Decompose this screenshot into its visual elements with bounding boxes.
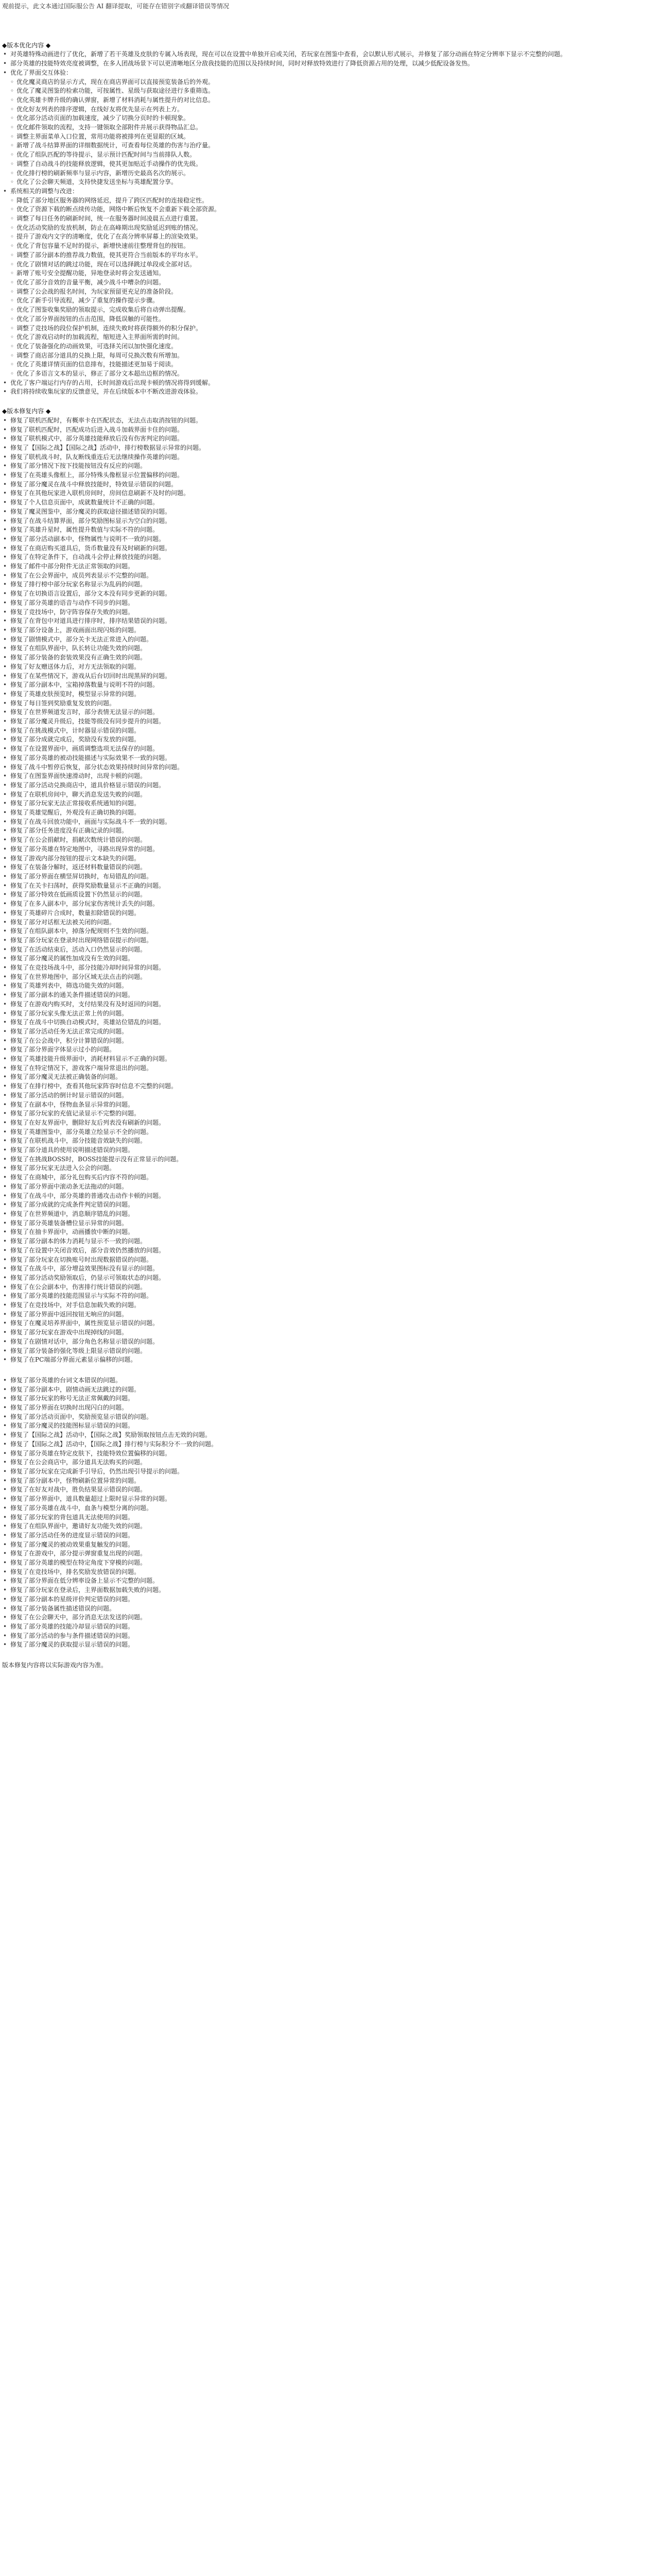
- system-optimization-item: ◦ 优化了游戏启动时的加载流程，缩短进入主界面所需的时间。: [2, 333, 649, 342]
- fix-item: • 修复了排行榜中部分玩家名称显示为乱码的问题。: [2, 580, 649, 589]
- spacer: [2, 1365, 649, 1376]
- fix-item: • 修复了在战斗中，部分增益效果图标没有显示的问题。: [2, 1264, 649, 1274]
- fix-item: • 修复了部分成就的完成条件判定错误的问题。: [2, 1200, 649, 1210]
- spacer: [2, 1650, 649, 1661]
- fix-section-title: ◆版本修复内容 ◆: [2, 408, 51, 415]
- system-optimization-item: ◦ 优化了图鉴收集奖励的领取提示，完成收集后将自动弹出提醒。: [2, 306, 649, 315]
- fix-item: • 修复了部分英雄的台词文本错误的问题。: [2, 1376, 649, 1385]
- fix-item: • 修复了战斗中暂停后恢复，部分状态效果持续时间异常的问题。: [2, 763, 649, 772]
- fix-item: • 修复了邮件中部分附件无法正常领取的问题。: [2, 562, 649, 571]
- fix-item: • 修复了部分活动页面中，奖励预览显示错误的问题。: [2, 1413, 649, 1422]
- fix-item: • 修复了在组队界面中，队长转让功能失效的问题。: [2, 644, 649, 653]
- fix-item: • 修复了部分任务进度没有正确记录的问题。: [2, 826, 649, 836]
- fix-item: • 修复了在竞技场战斗中，部分技能冷却时间异常的问题。: [2, 963, 649, 973]
- fix-item: • 修复了部分活动的倒计时显示错误的问题。: [2, 1091, 649, 1100]
- system-optimization-item: ◦ 优化了部分音效的音量平衡，减少战斗中嘈杂的问题。: [2, 278, 649, 287]
- fix-item: • 修复了【国际之战】【国际之战】活动中，排行榜数据显示异常的问题。: [2, 444, 649, 453]
- fix-item: • 修复了剧情模式中，部分关卡无法正常进入的问题。: [2, 635, 649, 645]
- fix-item: • 修复了在PC端部分界面元素显示偏移的问题。: [2, 1355, 649, 1365]
- fix-item: • 修复了魔灵图鉴中，部分魔灵的获取途径描述错误的问题。: [2, 507, 649, 517]
- system-optimization-item: ◦ 调整了部分副本的推荐战力数值，使其更符合当前版本的平均水平。: [2, 251, 649, 260]
- system-optimization-item: ◦ 优化了英雄详情页面的信息排布，技能描述更加易于阅读。: [2, 360, 649, 369]
- optimization-section-title: ◆版本优化内容 ◆: [2, 41, 51, 49]
- fix-item: • 修复了部分副本的星级评价判定错误的问题。: [2, 1595, 649, 1604]
- system-optimization-item: ◦ 优化了装备强化的动画效果，可选择关闭以加快强化速度。: [2, 342, 649, 351]
- fix-item: • 修复了英雄升星时，属性提升数值与实际不符的问题。: [2, 526, 649, 535]
- fix-item: • 修复了部分玩家的背包道具无法使用的问题。: [2, 1513, 649, 1522]
- fix-item: • 修复了在商店购买道具后，货币数量没有及时刷新的问题。: [2, 544, 649, 553]
- fix-item: • 修复了部分界面在切换时出现闪白的问题。: [2, 1403, 649, 1413]
- fix-item: • 修复了英雄图鉴中，部分英雄立绘显示不全的问题。: [2, 1128, 649, 1137]
- fix-item: • 修复了在游戏内购买时，支付结果没有及时返回的问题。: [2, 1000, 649, 1009]
- fix-item: • 修复了联机战斗时，队友断线重连后无法继续操作英雄的问题。: [2, 453, 649, 462]
- fix-item: • 修复了部分玩家在完成新手引导后，仍然出现引导提示的问题。: [2, 1467, 649, 1477]
- ui-optimization-item: ◦ 优化排行榜的刷新频率与显示内容，新增历史最高名次的展示。: [2, 169, 649, 178]
- fix-item: • 修复了部分成就完成后，奖励没有发放的问题。: [2, 735, 649, 744]
- fix-item: • 修复了在魔灵培养界面中，属性预览显示错误的问题。: [2, 1319, 649, 1328]
- system-optimization-item: ◦ 优化了新手引导流程，减少了重复的操作提示步骤。: [2, 296, 649, 306]
- fix-item: • 修复了部分英雄装备槽位显示异常的问题。: [2, 1219, 649, 1228]
- system-optimization-item: ◦ 优化了资源下载的断点续传功能，网络中断后恢复不会重新下载全部资源。: [2, 205, 649, 214]
- ui-optimization-item: ◦ 优化好友列表的排序逻辑，在线好友将优先显示在列表上方。: [2, 105, 649, 114]
- fix-item: • 修复了部分玩家无法进入公会的问题。: [2, 1164, 649, 1173]
- fix-item: • 修复了在公会界面中，成员列表显示不完整的问题。: [2, 571, 649, 581]
- fix-item: • 修复了在竞技场中，对手信息加载失败的问题。: [2, 1301, 649, 1310]
- fix-item: • 修复了在联机战斗中，部分技能音效缺失的问题。: [2, 1137, 649, 1146]
- system-optimization-item: ◦ 调整了商店部分道具的兑换上限，每周可兑换次数有所增加。: [2, 351, 649, 361]
- footer-note: 版本修复内容将以实际游戏内容为准。: [2, 1662, 108, 1669]
- spacer: [2, 397, 649, 407]
- fix-item: • 修复了在公会商店中，部分道具无法购买的问题。: [2, 1458, 649, 1467]
- optimization-intro-continued: • 部分英雄的技能特效亮度被调整，在多人团战场景下可以更清晰地区分敌我技能的范围以及持续时间，同时对释放特效进行了降低资源占用的处理，以减少低配设备发热。: [2, 59, 649, 69]
- fix-item: • 修复了在排行榜中，查看其他玩家阵容时信息不完整的问题。: [2, 1082, 649, 1091]
- fix-item: • 修复了部分魔灵的技能图标显示错误的问题。: [2, 1421, 649, 1431]
- ui-optimization-item: ◦ 调整了自动战斗的技能释放逻辑，使其更加贴近手动操作的优先级。: [2, 160, 649, 169]
- fix-item: • 修复了部分情况下按下技能按钮没有反应的问题。: [2, 462, 649, 471]
- fix-item: • 修复了部分设备上，游戏画面出现闪烁的问题。: [2, 626, 649, 635]
- ui-optimization-item: ◦ 优化英雄卡牌升级的确认弹窗，新增了材料消耗与属性提升的对比信息。: [2, 96, 649, 105]
- fix-item: • 修复了在世界频道发言时，部分表情无法显示的问题。: [2, 708, 649, 717]
- fix-item: • 修复了部分活动副本中，怪物属性与说明不一致的问题。: [2, 535, 649, 544]
- fix-item: • 修复了在战斗回放功能中，画面与实际战斗不一致的问题。: [2, 818, 649, 827]
- ui-optimization-item: ◦ 调整主界面菜单入口位置，常用功能将被排列在更显眼的区域。: [2, 132, 649, 142]
- fix-item: • 修复了在公会战中，积分计算错误的问题。: [2, 1037, 649, 1046]
- fix-item: • 修复了部分玩家无法正常接收系统通知的问题。: [2, 799, 649, 808]
- fix-item: • 修复了在多人副本中，部分玩家伤害统计丢失的问题。: [2, 900, 649, 909]
- fix-item: • 修复了英雄觉醒后，外观没有正确切换的问题。: [2, 808, 649, 818]
- fix-item: • 修复了英雄皮肤预览时，模型显示异常的问题。: [2, 690, 649, 699]
- ui-optimization-item: ◦ 优化邮件领取的流程，支持一键领取全部附件并展示获得物品汇总。: [2, 123, 649, 132]
- fix-item: • 修复了在特定情况下，游戏客户端异常退出的问题。: [2, 1064, 649, 1073]
- fix-item: • 修复了部分界面字体显示过小的问题。: [2, 1045, 649, 1055]
- fix-item: • 修复了游戏内部分按钮的提示文本缺失的问题。: [2, 854, 649, 863]
- fix-item: • 修复了在战斗中切换自动模式时，英雄站位错乱的问题。: [2, 1018, 649, 1027]
- fix-item: • 修复了【国际之战】活动中，【国际之战】排行榜与实际积分不一致的问题。: [2, 1440, 649, 1449]
- fix-item: • 修复了部分装备的套装效果没有正确生效的问题。: [2, 653, 649, 663]
- fix-item: • 修复了部分玩家的充值记录显示不完整的问题。: [2, 1109, 649, 1118]
- fix-item: • 修复了部分界面在横竖屏切换时，布局错乱的问题。: [2, 872, 649, 882]
- system-optimization-item: ◦ 优化了多语言文本的显示，修正了部分文本超出边框的情况。: [2, 369, 649, 379]
- ui-optimization-item: ◦ 优化了组队匹配的等待提示，显示预计匹配时间与当前排队人数。: [2, 150, 649, 160]
- fix-item: • 修复了在游戏中，部分提示弹窗重复出现的问题。: [2, 1549, 649, 1558]
- fix-item: • 修复了部分活动兑换商店中，道具价格显示错误的问题。: [2, 781, 649, 790]
- fix-item: • 修复了好友赠送体力后，对方无法领取的问题。: [2, 663, 649, 672]
- fix-item: • 修复了在装备分解时，返还材料数量错误的问题。: [2, 863, 649, 872]
- fix-item: • 修复了部分玩家在登录时出现网络错误提示的问题。: [2, 936, 649, 945]
- fix-item: • 修复了部分英雄在特定皮肤下，技能特效位置偏移的问题。: [2, 1449, 649, 1459]
- fix-list-secondary: [2, 1376, 649, 1650]
- fix-item: • 修复了在活动结束后，活动入口仍然显示的问题。: [2, 945, 649, 955]
- fix-item: • 修复了部分英雄在特定地图中，寻路出现异常的问题。: [2, 845, 649, 854]
- fix-item: • 修复了部分玩家在切换账号时出现数据错误的问题。: [2, 1256, 649, 1265]
- ui-optimization-item: ◦ 优化了魔灵图鉴的检索功能，可按属性、星级与获取途径进行多重筛选。: [2, 87, 649, 96]
- fix-item: • 修复了部分英雄的语音与动作不同步的问题。: [2, 599, 649, 608]
- fix-item: • 修复了部分英雄的被动技能描述与实际效果不一致的问题。: [2, 754, 649, 763]
- fix-item: • 修复了部分魔灵的属性加成没有生效的问题。: [2, 954, 649, 963]
- fix-item: • 修复了部分界面在低分辨率设备上显示不完整的问题。: [2, 1577, 649, 1586]
- fix-item: • 修复了部分英雄的模型在特定角度下穿模的问题。: [2, 1558, 649, 1568]
- system-optimization-item: ◦ 优化了部分界面按钮的点击范围，降低误触的可能性。: [2, 315, 649, 324]
- fix-item: • 修复了在组队界面中，邀请好友功能失效的问题。: [2, 1522, 649, 1531]
- fix-item: • 修复了在切换语言设置后，部分文本没有同步更新的问题。: [2, 589, 649, 599]
- fix-item: • 修复了在副本中，怪物血条显示异常的问题。: [2, 1100, 649, 1110]
- fix-item: • 修复了联机模式中，部分英雄技能释放后没有伤害判定的问题。: [2, 434, 649, 444]
- fix-item: • 修复了在世界地图中，部分区域无法点击的问题。: [2, 973, 649, 982]
- fix-item: • 修复了在挑战模式中，计时器显示错误的问题。: [2, 726, 649, 736]
- fix-item: • 修复了【国际之战】活动中，【国际之战】奖励领取按钮点击无效的问题。: [2, 1431, 649, 1440]
- fix-item: • 修复了在公会副本中，伤害排行统计错误的问题。: [2, 1283, 649, 1292]
- fix-item: • 修复了部分装备属性描述错误的问题。: [2, 1604, 649, 1614]
- fix-item: • 修复了联机匹配时，匹配成功后进入战斗加载界面卡住的问题。: [2, 426, 649, 435]
- fix-item: • 修复了在某些情况下，游戏从后台切回时出现黑屏的问题。: [2, 672, 649, 681]
- fix-item: • 修复了部分道具的使用说明描述错误的问题。: [2, 1146, 649, 1155]
- fix-item: • 修复了部分玩家的称号无法正常佩戴的问题。: [2, 1394, 649, 1403]
- fix-item: • 修复了在好友界面中，删除好友后列表没有刷新的问题。: [2, 1118, 649, 1128]
- fix-item: • 修复了部分特效在低画质设置下仍然显示的问题。: [2, 890, 649, 900]
- fix-item: • 修复了在联机房间中，聊天消息发送失败的问题。: [2, 790, 649, 800]
- fix-item: • 修复了在竞技场中，排名奖励发放错误的问题。: [2, 1568, 649, 1577]
- fix-item: • 修复了部分魔灵无法被正确装备的问题。: [2, 1073, 649, 1082]
- fix-item: • 修复了部分装备的强化等级上限显示错误的问题。: [2, 1347, 649, 1356]
- fix-item: • 修复了在战斗结算界面，部分奖励图标显示为空白的问题。: [2, 517, 649, 526]
- fix-item: • 修复了在挑战BOSS时，BOSS技能提示没有正常显示的问题。: [2, 1155, 649, 1164]
- fix-item: • 修复了部分魔灵在战斗中释放技能时，特效显示错误的问题。: [2, 480, 649, 489]
- fix-item: • 修复了部分魔灵的被动效果重复触发的问题。: [2, 1540, 649, 1550]
- ui-optimization-item: ◦ 优化部分活动页面的加载速度，减少了切换分页时的卡顿现象。: [2, 114, 649, 123]
- fix-item: • 修复了英雄碎片合成时，数量扣除错误的问题。: [2, 909, 649, 918]
- system-optimization-list: [2, 196, 649, 379]
- ui-optimization-item: ◦ 优化了公会聊天频道，支持快捷发送坐标与英雄配置分享。: [2, 178, 649, 187]
- fix-item: • 修复了在英雄头像框上，部分特殊头像框显示位置偏移的问题。: [2, 471, 649, 480]
- fix-item: • 修复了在特定条件下，自动战斗会停止释放技能的问题。: [2, 553, 649, 562]
- system-optimization-item: ◦ 优化活动奖励的发放机制，防止在高峰期出现奖励延迟到账的情况。: [2, 224, 649, 233]
- fix-item: • 修复了在公会捐献时，捐献次数统计错误的问题。: [2, 836, 649, 845]
- spacer: [2, 11, 649, 41]
- fix-item: • 修复了在设置中关闭音效后，部分音效仍然播放的问题。: [2, 1246, 649, 1256]
- fix-item: • 修复了部分活动任务无法正常完成的问题。: [2, 1027, 649, 1037]
- fix-item: • 修复了在组队副本中，掉落分配规则不生效的问题。: [2, 927, 649, 936]
- fix-item: • 修复了联机匹配时，有概率卡在匹配状态，无法点击取消按钮的问题。: [2, 416, 649, 426]
- fix-item: • 修复了在好友对战中，胜负结果显示错误的问题。: [2, 1485, 649, 1495]
- fix-item: • 修复了部分副本的体力消耗与显示不一致的问题。: [2, 1237, 649, 1246]
- system-optimization-heading: • 系统相关的调整与改进：: [2, 187, 649, 196]
- fix-item: • 修复了每日签到奖励重复发放的问题。: [2, 699, 649, 708]
- system-optimization-item: ◦ 调整了每日任务的刷新时间，统一在服务器时间凌晨五点进行重置。: [2, 214, 649, 224]
- optimization-closing-2: • 我们将持续收集玩家的反馈意见，并在后续版本中不断改进游戏体验。: [2, 387, 649, 397]
- optimization-intro: • 对英雄特殊动画进行了优化，新增了若干英雄及皮肤的专属入场表现，现在可以在设置中单独开启或关闭，若玩家在图鉴中查看，会以默认形式展示，并修复了部分动画在特定分辨率下显示不完整的问题。: [2, 50, 649, 59]
- fix-item: • 修复了部分活动奖励领取后，仍显示可领取状态的问题。: [2, 1274, 649, 1283]
- fix-item: • 修复了在世界频道中，消息顺序错乱的问题。: [2, 1210, 649, 1219]
- fix-item: • 修复了在战斗中，部分英雄的普通攻击动作卡顿的问题。: [2, 1192, 649, 1201]
- ui-optimization-item: ◦ 优化魔灵商店的显示方式，现在在商店界面可以直接预览装备后的外观。: [2, 78, 649, 87]
- fix-item: • 修复了部分副本中，剧情动画无法跳过的问题。: [2, 1385, 649, 1395]
- fix-item: • 修复了部分活动的参与条件描述错误的问题。: [2, 1632, 649, 1641]
- fix-item: • 修复了在商城中，部分礼包购买后内容不符的问题。: [2, 1173, 649, 1182]
- system-optimization-item: ◦ 调整了竞技场的段位保护机制，连续失败时将获得额外的积分保护。: [2, 324, 649, 333]
- machine-translation-note: 观前提示，此文本通过国际服公告 AI 翻译提取，可能存在错别字或翻译错误等情况: [2, 3, 230, 10]
- system-optimization-item: ◦ 新增了账号安全提醒功能，异地登录时将会发送通知。: [2, 269, 649, 278]
- fix-item: • 修复了部分活动任务的进度显示错误的问题。: [2, 1531, 649, 1540]
- fix-item: • 修复了部分玩家头像无法正常上传的问题。: [2, 1009, 649, 1019]
- fix-item: • 修复了竞技场中，防守阵容保存失败的问题。: [2, 608, 649, 617]
- fix-item: • 修复了部分界面中返回按钮无响应的问题。: [2, 1310, 649, 1319]
- system-optimization-item: ◦ 降低了部分地区服务器的网络延迟，提升了跨区匹配时的连接稳定性。: [2, 196, 649, 206]
- fix-item: • 修复了在其他玩家进入联机房间时，房间信息刷新不及时的问题。: [2, 489, 649, 498]
- ui-optimization-list: [2, 78, 649, 187]
- system-optimization-item: ◦ 提升了游戏内文字的清晰度，优化了在高分辨率屏幕上的渲染效果。: [2, 232, 649, 242]
- fix-item: • 修复了部分英雄在战斗中，血条与模型分离的问题。: [2, 1504, 649, 1513]
- fix-item: • 修复了部分魔灵升级后，技能等级没有同步提升的问题。: [2, 717, 649, 726]
- fix-item: • 修复了部分界面中，道具数量超过上限时显示异常的问题。: [2, 1495, 649, 1504]
- fix-item: • 修复了部分魔灵的获取提示显示错误的问题。: [2, 1640, 649, 1650]
- fix-item: • 修复了部分界面中滚动条无法拖动的问题。: [2, 1182, 649, 1192]
- fix-item: • 修复了在图鉴界面快速滑动时，出现卡顿的问题。: [2, 772, 649, 781]
- fix-item: • 修复了部分副本中，怪物刷新位置异常的问题。: [2, 1477, 649, 1486]
- system-optimization-item: ◦ 优化了剧情对话的跳过功能，现在可以选择跳过单段或全部对话。: [2, 260, 649, 269]
- ui-optimization-item: ◦ 新增了战斗结算界面的详细数据统计，可查看每位英雄的伤害与治疗量。: [2, 141, 649, 150]
- fix-item: • 修复了个人信息页面中，成就数量统计不正确的问题。: [2, 498, 649, 507]
- fix-item: • 修复了部分副本的通关条件描述错误的问题。: [2, 991, 649, 1000]
- ui-optimization-heading: • 优化了界面交互体验：: [2, 69, 649, 78]
- fix-item: • 修复了在关卡扫荡时，获得奖励数量显示不正确的问题。: [2, 882, 649, 891]
- system-optimization-item: ◦ 优化了背包容量不足时的提示，新增快速前往整理背包的按钮。: [2, 242, 649, 251]
- fix-item: • 修复了部分玩家在游戏中出现掉线的问题。: [2, 1328, 649, 1337]
- fix-item: • 修复了部分玩家在登录后，主界面数据加载失败的问题。: [2, 1586, 649, 1595]
- fix-item: • 修复了部分副本中，宝箱掉落数量与说明不符的问题。: [2, 681, 649, 690]
- fix-item: • 修复了部分对话框无法被关闭的问题。: [2, 918, 649, 927]
- fix-list: [2, 416, 649, 1365]
- fix-item: • 修复了部分英雄的技能范围显示与实际不符的问题。: [2, 1292, 649, 1301]
- fix-item: • 修复了部分英雄的技能冷却显示错误的问题。: [2, 1622, 649, 1632]
- system-optimization-item: ◦ 调整了公会战的报名时间，为玩家预留更充足的准备阶段。: [2, 287, 649, 297]
- fix-item: • 修复了在设置界面中，画质调整选项无法保存的问题。: [2, 744, 649, 754]
- fix-item: • 修复了英雄技能升级界面中，消耗材料显示不正确的问题。: [2, 1055, 649, 1064]
- optimization-closing-1: • 优化了客户端运行内存的占用，长时间游戏后出现卡顿的情况将得到缓解。: [2, 379, 649, 388]
- fix-item: • 修复了在抽卡界面中，动画播放中断的问题。: [2, 1228, 649, 1237]
- fix-item: • 修复了在公会聊天中，部分消息无法发送的问题。: [2, 1613, 649, 1622]
- fix-item: • 修复了英雄列表中，筛选功能失效的问题。: [2, 981, 649, 991]
- fix-item: • 修复了在背包中对道具进行排序时，排序结果错误的问题。: [2, 617, 649, 626]
- fix-item: • 修复了在剧情对话中，部分角色名称显示错误的问题。: [2, 1337, 649, 1347]
